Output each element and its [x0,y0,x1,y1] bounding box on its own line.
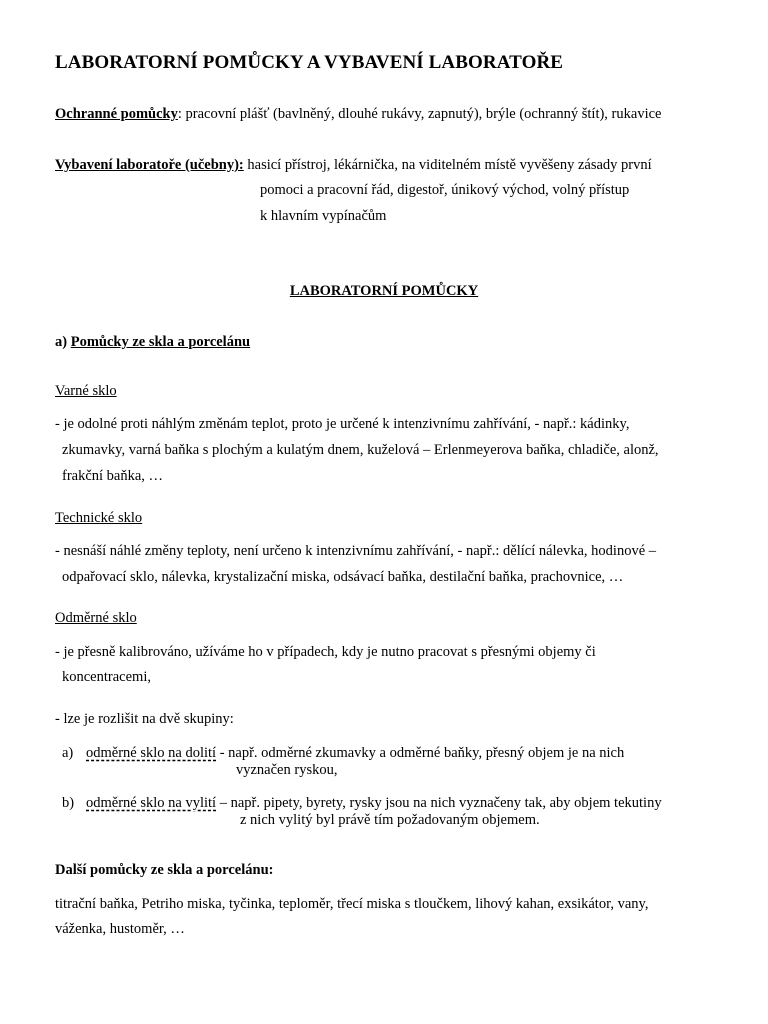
lab-equipment-label: Vybavení laboratoře (učebny): [55,157,244,173]
technicke-sklo-heading: Technické sklo [55,510,143,526]
odmerne-sklo-item-a-term: odměrné sklo na dolití [86,745,217,761]
odmerne-sklo-item-a-text: - např. odměrné zkumavky a odměrné baňky, přesný objem je na nich [216,745,625,761]
subsection-a-heading [55,334,250,351]
dalsi-pomucky-line-2: váženka, hustoměr, … [55,921,185,937]
odmerne-sklo-item-a-marker: a) [62,745,74,761]
section-heading-text: LABORATORNÍ POMŮCKY [289,283,479,299]
varne-sklo-line-3: frakční baňka, … [62,468,164,484]
section-heading [0,283,768,300]
lab-equipment-line-1 [55,157,652,174]
subsection-a-prefix: a) [55,334,71,350]
lab-equipment-text-3: k hlavním vypínačům [260,208,387,224]
odmerne-sklo-line-1: - je přesně kalibrováno, užíváme ho v případech, kdy je nutno pracovat s přesnými objemy či [55,644,596,660]
technicke-sklo-line-2: odpařovací sklo, nálevka, krystalizační miska, odsávací baňka, destilační baňka, prachovnice, … [62,569,624,585]
lab-equipment-text-1: hasicí přístroj, lékárnička, na viditelném místě vyvěšeny zásady první [243,157,652,173]
odmerne-sklo-item-b-text: – např. pipety, byrety, rysky jsou na nich vyznačeny tak, aby objem tekutiny [216,795,662,811]
odmerne-sklo-item-a-cont: vyznačen ryskou, [236,762,338,778]
odmerne-sklo-line-2: koncentracemi, [62,669,151,685]
dalsi-pomucky-heading: Další pomůcky ze skla a porcelánu: [55,862,274,878]
lab-equipment-text-2: pomoci a pracovní řád, digestoř, únikový východ, volný přístup [260,182,630,198]
technicke-sklo-line-1: - nesnáší náhlé změny teploty, není určeno k intenzivnímu zahřívání, - např.: dělící nálevka, hodinové – [55,543,657,559]
odmerne-sklo-item-b-marker: b) [62,795,75,811]
odmerne-sklo-item-b [86,795,662,812]
varne-sklo-line-2: zkumavky, varná baňka s plochým a kulatým dnem, kuželová – Erlenmeyerova baňka, chladiče, alonž, [62,442,659,458]
odmerne-sklo-item-b-cont: z nich vylitý byl právě tím požadovaným objemem. [240,812,540,828]
subsection-a-label: Pomůcky ze skla a porcelánu [70,334,251,350]
page-title: LABORATORNÍ POMŮCKY A VYBAVENÍ LABORATOŘE [55,52,564,73]
varne-sklo-heading: Varné sklo [55,383,117,399]
protective-equipment-line [55,106,661,123]
odmerne-sklo-groups-intro: - lze je rozlišit na dvě skupiny: [55,711,234,727]
dalsi-pomucky-line-1: titrační baňka, Petriho miska, tyčinka, teploměr, třecí miska s tloučkem, lihový kahan, exsikátor, vany, [55,896,649,912]
odmerne-sklo-item-b-term: odměrné sklo na vylití [86,795,217,811]
odmerne-sklo-heading: Odměrné sklo [55,610,137,626]
protective-equipment-text: : pracovní plášť (bavlněný, dlouhé rukávy, zapnutý), brýle (ochranný štít), rukavice [177,106,662,122]
varne-sklo-line-1: - je odolné proti náhlým změnám teplot, proto je určené k intenzivnímu zahřívání, - např.: kádinky, [55,416,630,432]
protective-equipment-label: Ochranné pomůcky [55,106,178,122]
odmerne-sklo-item-a [86,745,624,762]
